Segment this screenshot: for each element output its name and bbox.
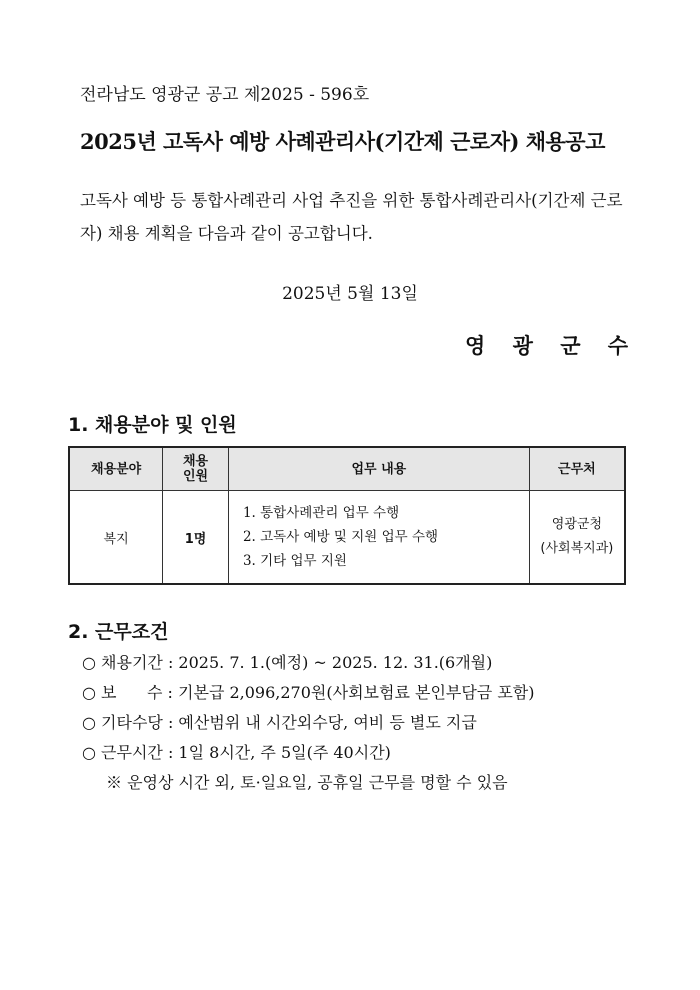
condition-item: ○ 근무시간 : 1일 8시간, 주 5일(주 40시간)	[82, 743, 391, 762]
duty-item: 2. 고독사 예방 및 지원 업무 수행	[242, 529, 439, 545]
announcement-date: 2025년 5월 13일	[282, 284, 418, 304]
notice-number: 전라남도 영광군 공고 제2025 - 596호	[80, 85, 370, 105]
cell-place	[529, 491, 625, 585]
condition-note: ※ 운영상 시간 외, 토·일요일, 공휴일 근무를 명할 수 있음	[106, 773, 508, 792]
place-name: 영광군청	[551, 517, 603, 532]
issuer: 영 광 군 수	[465, 333, 639, 358]
table-row	[69, 491, 625, 585]
header-count: 채용 인원	[163, 447, 229, 491]
cell-field: 복지	[69, 491, 163, 585]
page-title: 2025년 고독사 예방 사례관리사(기간제 근로자) 채용공고	[80, 129, 605, 154]
header-place: 근무처	[529, 447, 625, 491]
recruitment-table	[68, 446, 626, 585]
intro-paragraph: 고독사 예방 등 통합사례관리 사업 추진을 위한 통합사례관리사(기간제 근로자) 채용 계획을 다음과 같이 공고합니다.	[80, 191, 623, 243]
condition-item: ○ 채용기간 : 2025. 7. 1.(예정) ~ 2025. 12. 31.(6개월)	[82, 653, 493, 672]
cell-count: 1명	[163, 491, 229, 585]
condition-item: ○ 기타수당 : 예산범위 내 시간외수당, 여비 등 별도 지급	[82, 713, 477, 732]
header-duties: 업무 내용	[228, 447, 529, 491]
section-1-heading: 1. 채용분야 및 인원	[68, 414, 237, 436]
duty-item: 3. 기타 업무 지원	[242, 553, 347, 569]
condition-item: ○ 보 수 : 기본급 2,096,270원(사회보험료 본인부담금 포함)	[82, 683, 535, 702]
cell-duties	[228, 491, 529, 585]
place-dept: (사회복지과)	[540, 541, 614, 556]
section-2-heading: 2. 근무조건	[68, 621, 169, 643]
duty-item: 1. 통합사례관리 업무 수행	[242, 505, 400, 521]
table-header-row	[69, 447, 625, 491]
header-field: 채용분야	[69, 447, 163, 491]
